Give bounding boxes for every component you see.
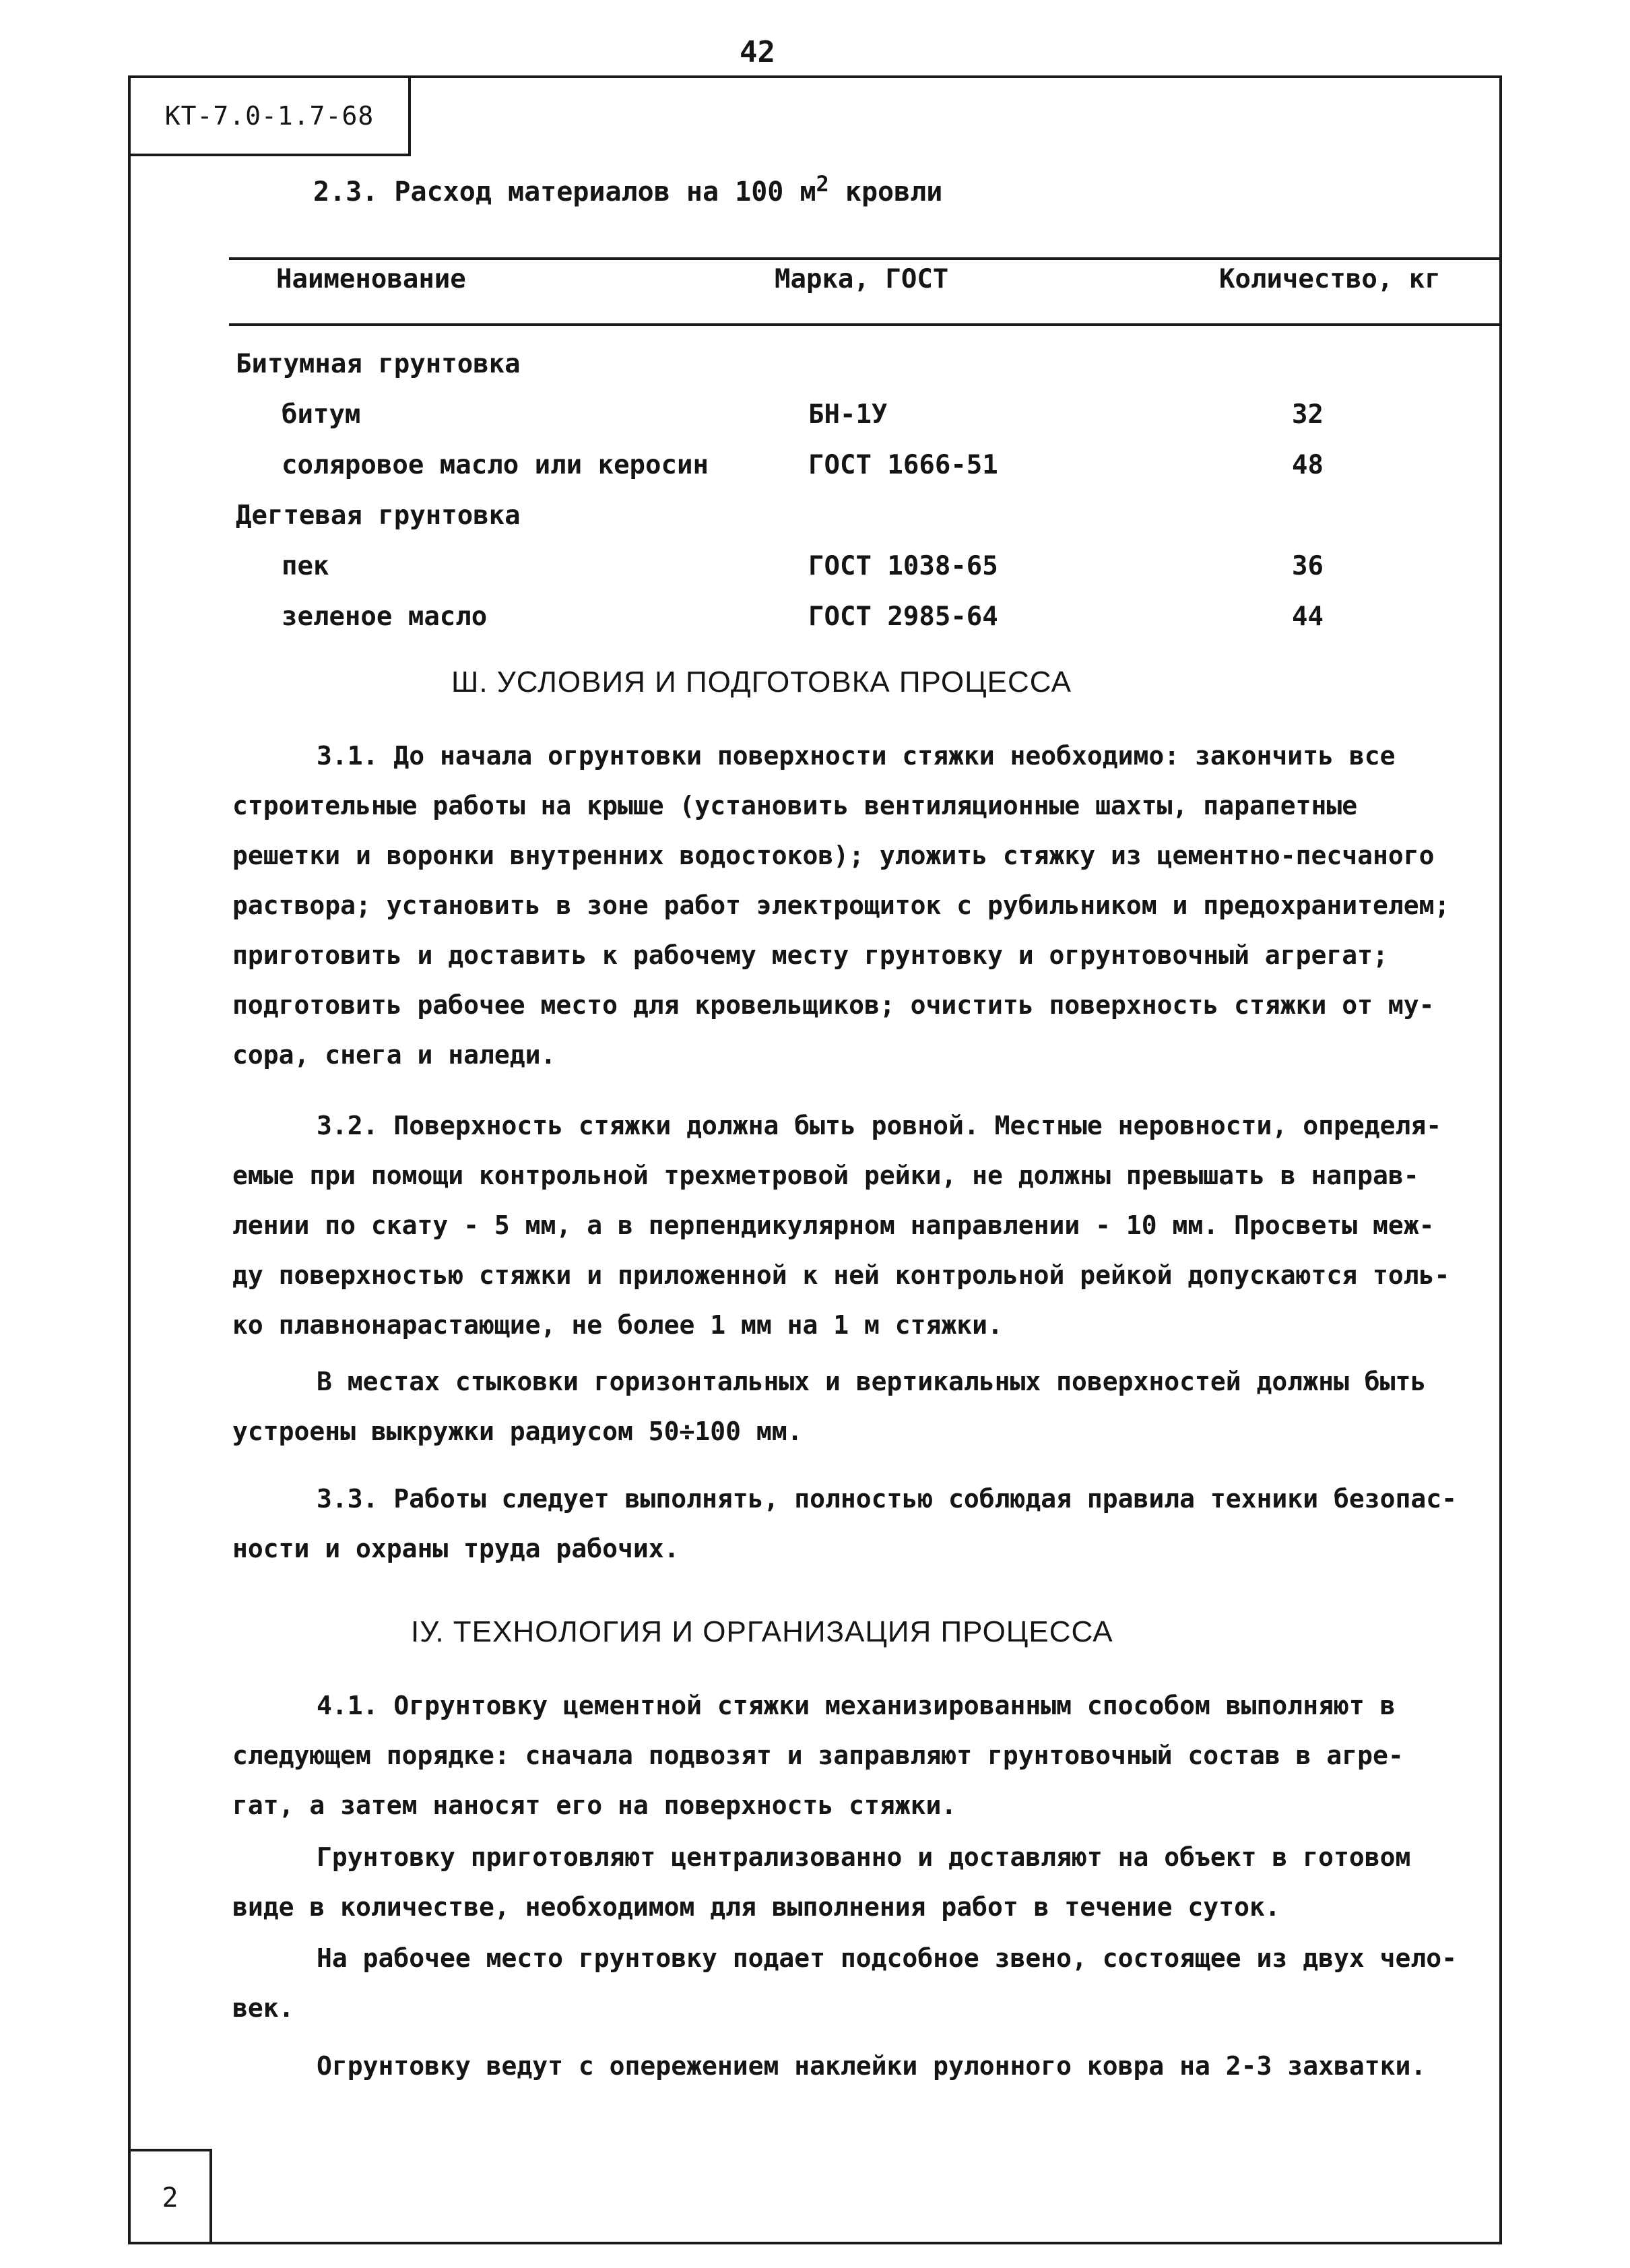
paragraph-3-3 — [232, 1474, 1482, 1574]
row-grade: ГОСТ 2985-64 — [808, 602, 998, 632]
column-header-qty: Количество, кг — [1219, 264, 1441, 294]
section4-title: IУ. ТЕХНОЛОГИЯ И ОРГАНИЗАЦИЯ ПРОЦЕССА — [411, 1615, 1113, 1648]
row-grade: БН-1У — [808, 399, 888, 430]
materials-heading-superscript: 2 — [816, 171, 829, 197]
row-name: зеленое масло — [282, 602, 488, 632]
sheet-number-box: 2 — [128, 2149, 212, 2244]
paragraph-line: приготовить и доставить к рабочему месту грунтовку и огрунтовочный агрегат; — [232, 940, 1388, 970]
paragraph-line: сора, снега и наледи. — [232, 1040, 556, 1070]
paragraph-line: ко плавнонарастающие, не более 1 мм на 1 м стяжки. — [232, 1310, 1003, 1340]
paragraph-line: раствора; установить в зоне работ электрощиток с рубильником и предохранителем; — [232, 890, 1450, 920]
row-qty: 36 — [1292, 551, 1324, 581]
paragraph-line: 4.1. Огрунтовку цементной стяжки механизированным способом выполняют в — [317, 1691, 1396, 1720]
paragraph-line: лении по скату - 5 мм, а в перпендикулярном направлении - 10 мм. Просветы меж- — [232, 1210, 1435, 1240]
row-qty: 32 — [1292, 399, 1324, 430]
column-header-name: Наименование — [276, 264, 466, 294]
materials-heading-text: 2.3. Расход материалов на 100 м — [313, 176, 816, 207]
paragraph-line: решетки и воронки внутренних водостоков); уложить стяжку из цементно-песчаного — [232, 841, 1435, 870]
paragraph-line: емые при помощи контрольной трехметровой рейки, не должны превышать в направ- — [232, 1161, 1419, 1190]
row-name: битум — [282, 399, 361, 430]
paragraph-4-1d — [232, 2041, 1482, 2091]
paragraph-4-1b — [232, 1832, 1482, 1932]
paragraph-3-2 — [232, 1101, 1482, 1350]
paragraph-3-2b — [232, 1357, 1482, 1456]
paragraph-line: Огрунтовку ведут с опережением наклейки рулонного ковра на 2-3 захватки. — [317, 2051, 1427, 2081]
table-top-rule — [229, 257, 1502, 260]
row-grade: ГОСТ 1666-51 — [808, 450, 998, 480]
row-name: Битумная грунтовка — [236, 349, 521, 379]
paragraph-line: На рабочее место грунтовку подает подсобное звено, состоящее из двух чело- — [317, 1943, 1457, 1973]
section3-title: Ш. УСЛОВИЯ И ПОДГОТОВКА ПРОЦЕССА — [451, 666, 1072, 699]
paragraph-line: подготовить рабочее место для кровельщиков; очистить поверхность стяжки от му- — [232, 990, 1435, 1020]
paragraph-line: В местах стыковки горизонтальных и вертикальных поверхностей должны быть — [317, 1367, 1427, 1396]
row-name: пек — [282, 551, 329, 581]
paragraph-line: Грунтовку приготовляют централизованно и доставляют на объект в готовом — [317, 1842, 1411, 1872]
page-number: 42 — [740, 35, 775, 69]
paragraph-line: 3.3. Работы следует выполнять, полностью соблюдая правила техники безопас- — [317, 1484, 1457, 1514]
row-qty: 44 — [1292, 602, 1324, 632]
materials-heading-suffix: кровли — [828, 176, 943, 207]
paragraph-4-1 — [232, 1681, 1482, 1830]
paragraph-line: век. — [232, 1993, 294, 2023]
paragraph-4-1c — [232, 1933, 1482, 2033]
paragraph-3-1 — [232, 731, 1482, 1080]
row-name: соляровое масло или керосин — [282, 450, 709, 480]
paragraph-line: устроены выкружки радиусом 50÷100 мм. — [232, 1417, 803, 1446]
document-code-box: КТ-7.0-1.7-68 — [128, 75, 411, 156]
materials-heading — [313, 171, 943, 207]
paragraph-line: 3.1. До начала огрунтовки поверхности стяжки необходимо: закончить все — [317, 741, 1396, 771]
row-name: Дегтевая грунтовка — [236, 500, 521, 531]
paragraph-line: строительные работы на крыше (установить вентиляционные шахты, парапетные — [232, 791, 1358, 820]
paragraph-line: следующем порядке: сначала подвозят и заправляют грунтовочный состав в агре- — [232, 1741, 1404, 1770]
column-header-grade: Марка, ГОСТ — [775, 264, 949, 294]
paragraph-line: 3.2. Поверхность стяжки должна быть ровной. Местные неровности, определя- — [317, 1111, 1442, 1140]
paragraph-line: ности и охраны труда рабочих. — [232, 1534, 680, 1563]
paragraph-line: гат, а затем наносят его на поверхность стяжки. — [232, 1790, 957, 1820]
table-header-rule — [229, 323, 1502, 326]
paragraph-line: виде в количестве, необходимом для выполнения работ в течение суток. — [232, 1892, 1280, 1922]
row-grade: ГОСТ 1038-65 — [808, 551, 998, 581]
row-qty: 48 — [1292, 450, 1324, 480]
paragraph-line: ду поверхностью стяжки и приложенной к ней контрольной рейкой допускаются толь- — [232, 1260, 1450, 1290]
